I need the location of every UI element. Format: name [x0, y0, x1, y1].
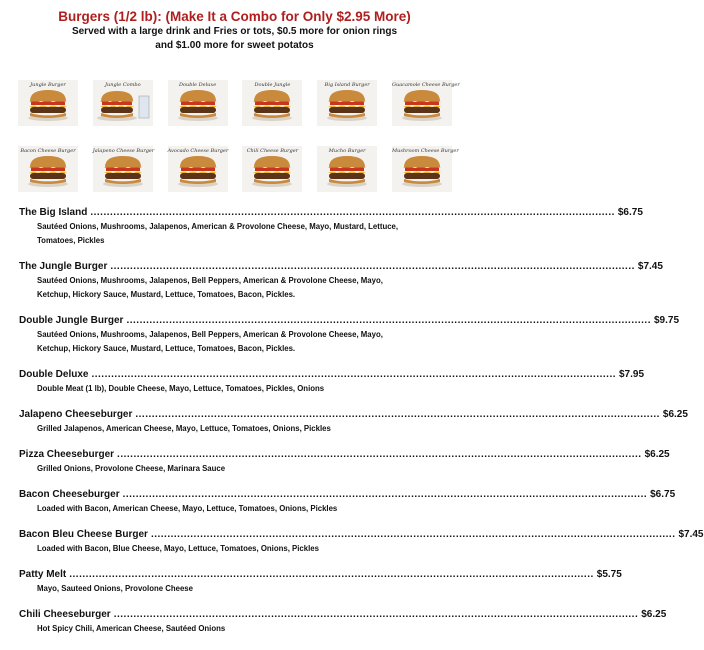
dot-leader: ................................................................................................................................................................	[69, 569, 594, 580]
menu-item-price: $6.25	[641, 609, 667, 620]
menu-item-line	[19, 206, 643, 220]
menu-item-price: $7.45	[637, 261, 663, 272]
burger-photo	[93, 80, 153, 126]
dot-leader: ................................................................................................................................................................	[135, 409, 660, 420]
dot-leader: ................................................................................................................................................................	[91, 369, 616, 380]
dot-leader: ................................................................................................................................................................	[113, 609, 639, 620]
menu-subtitle-line-2: and $1.00 more for sweet potatos	[155, 40, 314, 51]
burger-photo	[18, 146, 78, 192]
menu-item-line	[19, 568, 622, 582]
burger-photo-caption: Double Jungle	[254, 82, 291, 88]
menu-item-price: $6.75	[650, 489, 676, 500]
menu-item-description: Double Meat (1 lb), Double Cheese, Mayo, Lettuce, Tomatoes, Pickles, Onions	[37, 384, 325, 393]
menu-item-name: The Big Island	[19, 207, 88, 218]
dot-leader: ................................................................................................................................................................	[117, 449, 642, 460]
menu-subtitle-line-1: Served with a large drink and Fries or tots, $0.5 more for onion rings	[71, 26, 398, 37]
burger-photo-caption: Chili Cheese Burger	[246, 148, 299, 154]
menu-item-line	[19, 314, 680, 328]
menu-item	[19, 608, 667, 636]
menu-item-description: Grilled Onions, Provolone Cheese, Marinara Sauce	[37, 464, 226, 473]
burger-photo-caption: Double Deluxe	[179, 82, 217, 88]
menu-item	[19, 206, 643, 248]
menu-item-name: Bacon Bleu Cheese Burger	[19, 529, 148, 540]
menu-item-price: $6.25	[662, 409, 688, 420]
burger-photo-row-1	[18, 80, 460, 126]
burger-photo-caption: Avocado Cheese Burger	[167, 148, 229, 154]
menu-item-line	[19, 260, 663, 274]
burger-photo	[18, 80, 78, 126]
burger-photo-caption: Big Island Burger	[324, 82, 370, 88]
menu-item-description: Loaded with Bacon, American Cheese, Mayo, Lettuce, Tomatoes, Onions, Pickles	[37, 504, 338, 513]
menu-item	[19, 448, 670, 476]
burger-photo	[93, 146, 153, 192]
menu-item-price: $9.75	[653, 315, 680, 326]
dot-leader: ................................................................................................................................................................	[150, 529, 676, 540]
menu-item-name: Chili Cheeseburger	[19, 609, 111, 620]
menu-item	[19, 368, 645, 396]
burger-photo	[168, 146, 228, 192]
menu-item-description: Sautéed Onions, Mushrooms, Jalapenos, Bell Peppers, American & Provolone Cheese, Mayo, Ketchup, Hickory Sauce, Mustard, Lettuce, Tomatoes, Bacon, Pickles.	[37, 276, 383, 299]
dot-leader: ................................................................................................................................................................	[90, 207, 615, 218]
burger-photo	[242, 80, 302, 126]
burger-photo-caption: Jungle Combo	[105, 82, 141, 88]
menu-item-name: Patty Melt	[19, 569, 67, 580]
burger-photo-caption: Jungle Burger	[30, 82, 66, 88]
burger-photo-caption: Mucho Burger	[328, 148, 366, 154]
menu-item-description: Hot Spicy Chili, American Cheese, Sautéed Onions	[37, 624, 226, 633]
dot-leader: ................................................................................................................................................................	[110, 261, 635, 272]
burger-photo-caption: Guacamole Cheese Burger	[391, 82, 460, 88]
menu-item	[19, 568, 622, 596]
menu-item-line	[19, 528, 704, 542]
menu-item-name: Bacon Cheeseburger	[19, 489, 120, 500]
menu-item-name: Jalapeno Cheeseburger	[19, 409, 133, 420]
menu-item-price: $7.45	[678, 529, 704, 540]
dot-leader: ................................................................................................................................................................	[126, 315, 651, 326]
menu-item-line	[19, 608, 667, 622]
burger-photo	[391, 146, 459, 192]
dot-leader: ................................................................................................................................................................	[122, 489, 648, 500]
menu-item-price: $7.95	[619, 369, 645, 380]
menu-item-price: $6.25	[644, 449, 670, 460]
menu-item-description: Mayo, Sauteed Onions, Provolone Cheese	[37, 584, 193, 593]
menu-item	[19, 488, 676, 516]
burger-photo-row-2	[18, 146, 459, 192]
menu-item	[19, 260, 663, 302]
menu-item-name: The Jungle Burger	[19, 261, 108, 272]
burger-photo	[317, 146, 377, 192]
menu-item-description: Sautéed Onions, Mushrooms, Jalapenos, American & Provolone Cheese, Mayo, Mustard, Lettuce, Tomatoes, Pickles	[37, 222, 399, 245]
menu-item-name: Pizza Cheeseburger	[19, 449, 115, 460]
burger-photo	[391, 80, 460, 126]
menu-item	[19, 528, 704, 556]
menu-item-name: Double Deluxe	[19, 369, 89, 380]
burger-photo	[317, 80, 377, 126]
menu-item-description: Grilled Jalapenos, American Cheese, Mayo, Lettuce, Tomatoes, Onions, Pickles	[37, 424, 331, 433]
menu-title: Burgers (1/2 lb): (Make It a Combo for Only $2.95 More)	[58, 9, 411, 24]
menu-header	[0, 9, 469, 53]
burger-photo-caption: Jalapeno Cheese Burger	[92, 148, 155, 154]
menu-item-line	[19, 408, 688, 422]
burger-photo	[242, 146, 302, 192]
menu-item-line	[19, 368, 645, 382]
menu-item-description: Sautéed Onions, Mushrooms, Jalapenos, Bell Peppers, American & Provolone Cheese, Mayo, Ketchup, Hickory Sauce, Mustard, Lettuce, Tomatoes, Bacon, Pickles.	[37, 330, 383, 353]
menu-item-price: $6.75	[617, 207, 643, 218]
menu-item-line	[19, 488, 676, 502]
burger-photo-caption: Mushroom Cheese Burger	[391, 148, 459, 154]
menu-item-line	[19, 448, 670, 462]
menu-item-name: Double Jungle Burger	[19, 315, 124, 326]
menu-item	[19, 314, 680, 356]
burger-menu-list	[19, 206, 704, 648]
menu-item	[19, 408, 688, 436]
menu-item-price: $5.75	[596, 569, 622, 580]
burger-photo-caption: Bacon Cheese Burger	[20, 148, 76, 154]
menu-item-description: Loaded with Bacon, Blue Cheese, Mayo, Lettuce, Tomatoes, Onions, Pickles	[37, 544, 319, 553]
burger-photo	[168, 80, 228, 126]
